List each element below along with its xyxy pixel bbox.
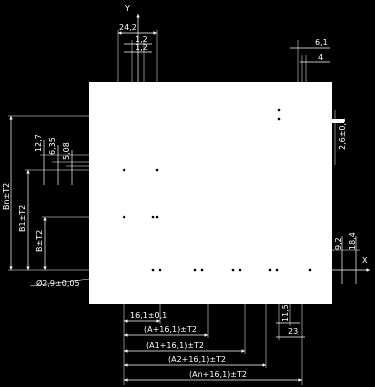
dim-bn: Bn±T2: [2, 182, 11, 210]
dim-a: (A+16,1)±T2: [144, 325, 197, 334]
dim-23: 23: [288, 327, 299, 336]
dim-6-1: 6,1: [315, 38, 328, 47]
x-axis-label: X: [362, 256, 368, 265]
dim-24-2: 24,2: [119, 23, 137, 32]
dim-an: (An+16,1)±T2: [189, 370, 247, 379]
dim-a1: (A1+16,1)±T2: [146, 341, 204, 350]
dim-6-35: 6,35: [48, 137, 57, 155]
dim-b: B±T2: [35, 229, 44, 252]
dim-18-4: 18,4: [348, 232, 357, 250]
dim-1-2-a: 1,2: [135, 35, 148, 44]
dim-a2: (A2+16,1)±T2: [168, 355, 226, 364]
dim-5-08: 5,08: [62, 142, 71, 160]
dim-4: 4: [318, 53, 324, 62]
dim-12-7: 12,7: [34, 134, 43, 152]
dim-9-2: 9,2: [334, 237, 343, 250]
hole-dim: Ø2,9±0,05: [36, 279, 80, 288]
component-body: [89, 82, 332, 304]
dim-11-5: 11,5: [281, 304, 290, 322]
dim-2-6: 2,6±0,1: [338, 117, 347, 150]
dim-1-2-b: 1,2: [135, 43, 148, 52]
y-axis-label: Y: [125, 4, 130, 13]
dim-16-1: 16,1±0,1: [130, 311, 168, 320]
dim-b1: B1±T2: [18, 204, 27, 232]
